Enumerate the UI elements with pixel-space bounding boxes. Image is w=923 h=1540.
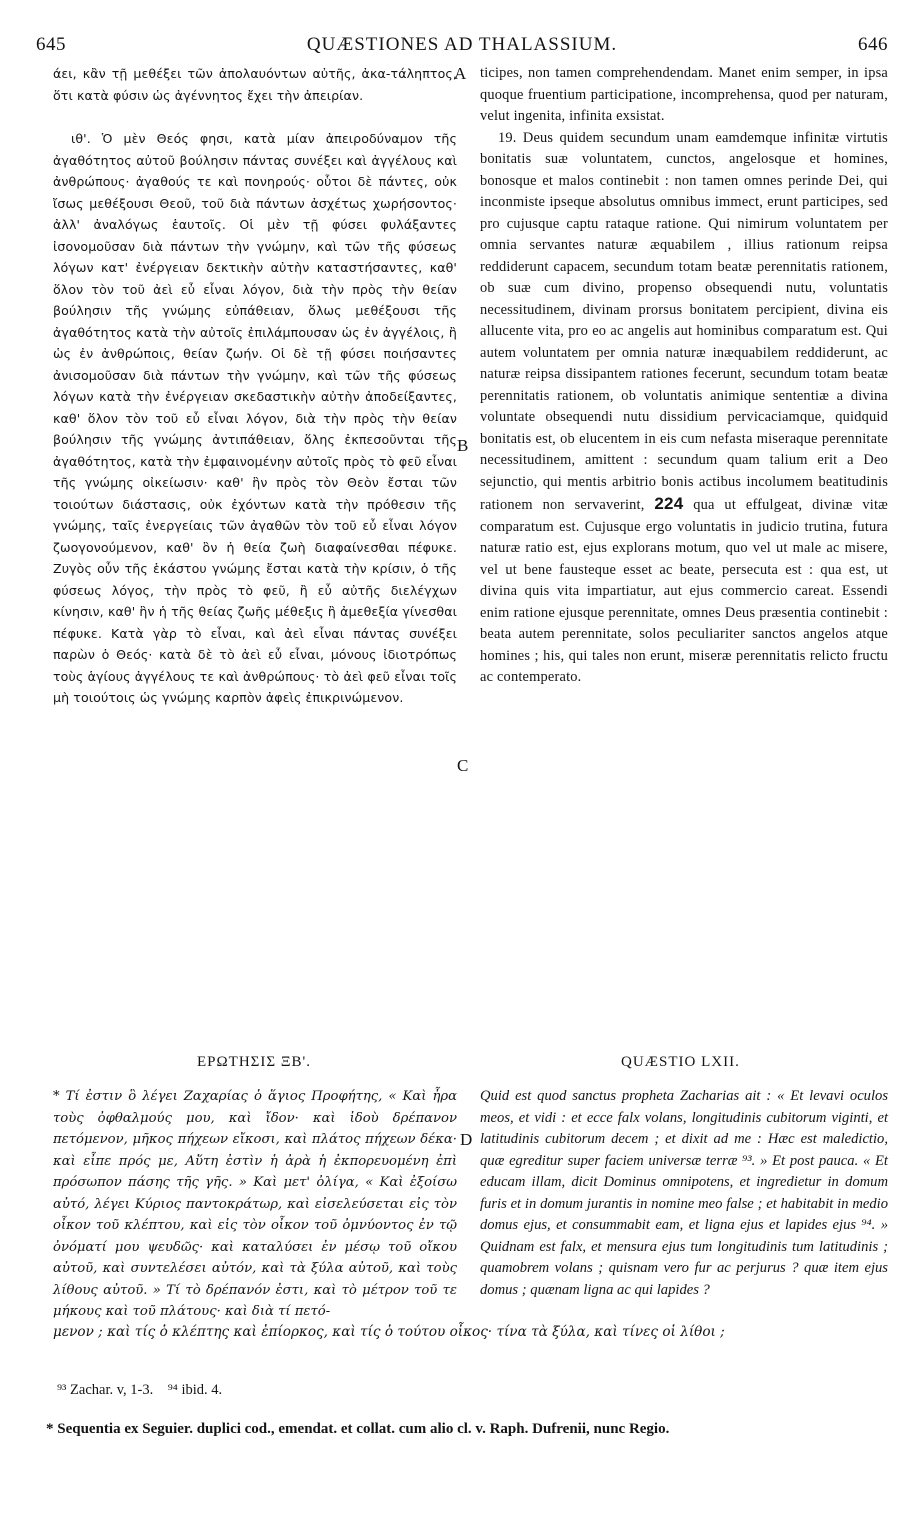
margin-marker-c: C bbox=[457, 756, 469, 775]
greek-question: * Τί ἐστιν ὃ λέγει Ζαχαρίας ὁ ἅγιος Προφήτης, « Καὶ ἦρα τοὺς ὀφθαλμούς μου, καὶ ἴδον· καὶ ἰδοὺ δρέπανον πετόμενον, μῆκος πήχεων εἴκοσι, καὶ πλάτος πήχεων δέκα· καὶ εἶπε πρός με, Αὕτη ἐστὶν ἡ ἀρὰ ἡ ἐκπορευομένη ἐπὶ πρόσωπον πάσης τῆς γῆς. » Καὶ μετ' ὀλίγα, « Καὶ ἐξοίσω αὐτό, λέγει Κύριος παντοκράτωρ, καὶ εἰσελεύσεται εἰς τὸν οἶκον τοῦ κλέπτου, καὶ εἰς τὸν οἶκον τοῦ ὀμνύοντος ἐν τῷ ὀνόματί μου ψευδῶς· καὶ καταλύσει ἐν μέσῳ τοῦ οἴκου αὐτοῦ, καὶ συντελέσει αὐτόν, καὶ τὰ ξύλα αὐτοῦ, καὶ τοὺς λίθους αὐτοῦ. » Τί τὸ δρέπανόν ἐστι, καὶ τὸ μέτρον τοῦ τε μήκους καὶ τοῦ πλάτους· καὶ διὰ τί πετό- bbox=[53, 1089, 457, 1319]
page-number-right: 646 bbox=[858, 34, 888, 55]
greek-section-title: ΕΡΩΤΗΣΙΣ ΞΒ'. bbox=[197, 1054, 311, 1070]
source-note-text: * Sequentia ex Seguier. duplici cod., emendat. et collat. cum alio cl. v. Raph. Dufrenii, nunc Regio. bbox=[46, 1421, 670, 1437]
greek-question-continuation: μενον ; καὶ τίς ὁ κλέπτης καὶ ἐπίορκος, καὶ τίς ὁ τούτου οἶκος· τίνα τὰ ξύλα, καὶ τίνες οἱ λίθοι ; bbox=[53, 1324, 725, 1340]
page-number-left: 645 bbox=[36, 34, 66, 55]
latin-section-title: QUÆSTIO LXII. bbox=[621, 1054, 740, 1070]
latin-paragraph-19-part-b: qua ut effulgeat, divinæ vitæ comparatum est. Cujusque ergo voluntatis in judicio trutina, futura naturæ ratio est, ejus explorans motum, quo vel ut male ac misere, vel ut bene fausteque esset ac beate, persecuta est : qua est, ut divina quis vita impartiatur, aut ejus commercio careat. Essendi enim ratione ejusque perennitate, omnes Deus præsentia continebit : beata autem perennitate, solos peculiariter sanctos angelos atque homines ; his, qui tales non erunt, miseræ perennitatis relicto fructu ac contemperato. bbox=[480, 497, 888, 685]
greek-column bbox=[53, 63, 457, 709]
latin-paragraph-1: ticipes, non tamen comprehendendam. Manet enim semper, in ipsa quoque fruentium participatione, incomprehensa, quod per naturam, velut ingenita, infinita exsistat. bbox=[480, 65, 888, 124]
column-number-224: 224 bbox=[654, 494, 684, 513]
footnotes bbox=[57, 1382, 222, 1399]
greek-paragraph-19: ιθ'. Ὁ μὲν Θεός φησι, κατὰ μίαν ἀπειροδύναμον τῆς ἀγαθότητος αὐτοῦ βούλησιν πάντας συνέξει καὶ ἀγγέλους καὶ ἀνθρώπους· ἀγαθούς τε καὶ πονηρούς· οὗτοι δὲ πάντες, οὐκ ἴσως μεθέξουσι Θεοῦ, τοῦ διὰ πάντων ἀσχέτως χωρήσοντος· ἀλλ' ἀναλόγως ἑαυτοῖς. Οἱ μὲν τῇ φύσει φυλάξαντες ἰσονομοῦσαν διὰ πάντων τὴν γνώμην, καὶ τῶν τῆς φύσεως λόγων κατ' ἐνέργειαν δεκτικὴν αὐτὴν καταστήσαντες, καθ' ὅλον τὸν τοῦ ἀεὶ εὖ εἶναι λόγον, διὰ τὴν πρὸς τὴν θείαν βούλησιν τῆς γνώμης εὐπάθειαν, ὅλως μεθέξουσι τῆς ἀγαθότητος κατὰ τὴν αὐτοῖς ἐπιλάμπουσαν ὡς ἐν ἀγγέλοις, ἢ ὡς ἐν ἀνθρώποις, θείαν ζωήν. Οἱ δὲ τῇ φύσει ποιήσαντες ἀνισομοῦσαν διὰ πάντων τὴν γνώμην, καὶ τῶν τῆς φύσεως λόγων κατὰ τὴν ἐνέργειαν σκεδαστικὴν αὐτὴν ἀποδείξαντες, καθ' ὅλον τὸν τοῦ εὖ εἶναι λόγον, διὰ τὴν πρὸς τὴν θείαν βούλησιν τῆς γνώμης ἀντιπάθειαν, ὅλης ἐκπεσοῦνται τῆς ἀγαθότητος, κατὰ τὴν ἐμφαινομένην αὐτοῖς πρὸς τὸ φεῦ εἶναι τῆς γνώμης οἰκείωσιν· καθ' ἣν πρὸς τὸν Θεὸν ἔσται τῶν τοιούτων διάστασις, οὐκ ἐχόντων κατὰ τὴν πρόθεσιν τῆς γνώμης, ταῖς ἐνεργείαις τῶν ἀγαθῶν τὸν τοῦ εὖ εἶναι λόγον ζωογονούμενον, καθ' ὃν ἡ θεία ζωὴ διαφαίνεσθαι πέφυκε. Ζυγὸς οὖν τῆς ἑκάστου γνώμης ἔσται κατὰ τὴν κρίσιν, ὁ τῆς φύσεως λόγος, τὴν πρὸς τὸ φεῦ, ἢ εὖ αὐτῆς διελέγχων κίνησιν, καθ' ἣν ἡ τῆς θείας ζωῆς μέθεξις ἢ ἀμεθεξία γίνεσθαι πέφυκε. Κατὰ γὰρ τὸ εἶναι, καὶ ἀεὶ εἶναι πάντας συνέξει παρὼν ὁ Θεός· κατὰ δὲ τὸ ἀεὶ εὖ εἶναι, μόνους ἰδιοτρόπως τοὺς ἁγίους ἀγγέλους τε καὶ ἀνθρώπους· τὸ ἀεὶ φεῦ εἶναι τοῖς μὴ τοιούτοις ὡς γνώμης καρπὸν ἀφεὶς ἐπικρινώμενον. bbox=[53, 131, 457, 705]
page-header bbox=[36, 34, 888, 60]
latin-paragraph-19 bbox=[480, 128, 888, 689]
footnote-94: ⁹⁴ ibid. 4. bbox=[167, 1382, 223, 1398]
margin-marker-b: B bbox=[457, 436, 469, 455]
greek-paragraph-1: άει, κἂν τῇ μεθέξει τῶν ἀπολαυόντων αὐτῆς, ἀκα-τάληπτος, ὅτι κατὰ φύσιν ὡς ἀγέννητος ἔχει τὴν ἀπειρίαν. bbox=[53, 66, 457, 103]
latin-paragraph-19-part-a: 19. Deus quidem secundum unam eamdemque infinitæ virtutis bonitatis suæ voluntatem, cunctos, angelosque et homines, bonosque et malos continebit : non tamen omnes perinde Dei, qui inconmiste ipseque absolutus omnibus immect, erunt participes, sed pro cujusque captu rataque ratione. Qui nimirum voluntatem per omnia servantes naturæ æquabilem , illius rationum reipsa reddiderunt capacem, secundum totam beatæ perennitatis rationem, ob suæ cum divino, propenso obsequendi nutu, voluntatis necessitudinem, divinam prorsus bonitatem percipient, divina eis allucente vita, pro eo ac angelis aut hominibus comparatum est. Qui autem voluntatem per omnia naturæ inæquabilem reddiderunt, ac naturæ reipsa dissipantem rationes fecerunt, secundum totam beatæ perennitatis rationem, ob voluntatis animique sententiæ a divina voluntate obsequendi nutu dissidium pervicaciamque, quidquid bonitatis est, ob elucentem in eis cum nefasta miseraque perennitate necessitudinem, amittent : secundum quam talium erit a Deo sejunctio, qui mentis arbitrio bonis actibus incolumem beatitudinis rationem non servaverint, bbox=[480, 129, 888, 513]
footnote-93: ⁹³ Zachar. v, 1-3. bbox=[57, 1382, 154, 1398]
margin-marker-d: D bbox=[460, 1130, 473, 1149]
latin-question: Quid est quod sanctus propheta Zacharias ait : « Et levavi oculos meos, et vidi : et ecce falx volans, longitudinis cubitorum viginti, et latitudinis cubitorum decem ; et dixit ad me : Hæc est maledictio, quæ egreditur super faciem universæ terræ ⁹³. » Et post pauca. « Et educam illam, dicit Dominus omnipotens, et ingredietur in domum furis et in domum jurantis in nomine meo false ; et habitabit in medio domus ejus, et consummabit eam, et ligna ejus et lapides ejus ⁹⁴. » Quidnam est falx, et mensura ejus tum longitudinis tum latitudinis ; quamobrem volans ; quisnam vero fur ac perjurus ? quæ item ejus domus ; quænam ligna ac qui lapides ? bbox=[480, 1088, 888, 1298]
margin-marker-a: A bbox=[454, 64, 467, 83]
latin-column bbox=[480, 63, 888, 689]
running-title: QUÆSTIONES AD THALASSIUM. bbox=[306, 34, 618, 55]
source-note bbox=[46, 1420, 892, 1439]
